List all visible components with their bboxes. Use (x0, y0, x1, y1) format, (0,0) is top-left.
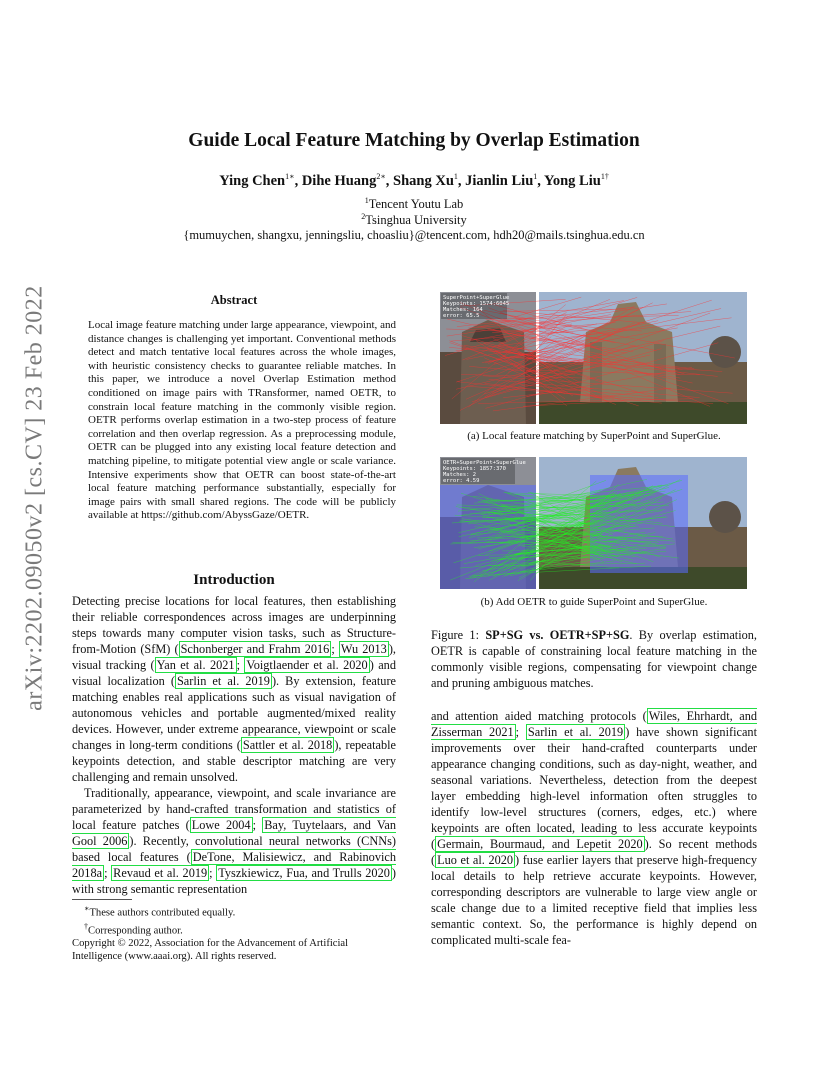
figure-1a-image (440, 292, 747, 424)
intro-paragraph-1: Detecting precise locations for local features, then establishing their reliable correspondences across images are underpinning steps towards many computer vision tasks, such as Structure-from-Motion (SfM) ( Schonberger and Frahm 2016 ; Wu 2013 ), visual tracking ( Yan et al. 2021 ; Voigtlaender et al. 2020 ) and visual localization ( Sarlin et al. 2019 ). By extension, feature matching enables real applications such as visual navigation of autonomous vehicles and portable augmented/mixed reality devices. However, under extreme appearance, viewpoint or scale changes in long-term conditions ( Sattler et al. 2018 ), repeatable keypoints detection, and stable descriptor matching are very challenging and remain unsolved. (72, 594, 396, 784)
citation-link[interactable]: DeTone, Malisiewicz, and Rabinovich 2018a (72, 850, 396, 880)
citation-link[interactable]: Wiles, Ehrhardt, and Zisserman 2021 (431, 709, 757, 739)
author-name: Jianlin Liu$^1$ (465, 172, 538, 189)
citation-link[interactable]: Sattler et al. 2018 (242, 738, 333, 752)
svg-text:Matches: 164: Matches: 164 (443, 307, 483, 313)
intro-paragraph-3: and attention aided matching protocols ( Wiles, Ehrhardt, and Zisserman 2021 ; Sarlin et al. 2019 ) have shown significant improvements over their hand-crafted counterparts under appearance changing conditions, such as day-night, weather, and seasonal variations. Nevertheless, detection from the deepest layer embedding high-level information often struggles to identify low-level structures (corners, edges, etc.) where keypoints are often located, leading to less accurate keypoints ( Germain, Bourmaud, and Lepetit 2020 ). So recent methods ( Luo et al. 2020 ) fuse earlier layers that preserve high-frequency local details to help retrieve accurate keypoints. However, corresponding descriptors are vulnerable to large view angle or scale change due to a limited receptive field that implies less semantic context. So, the performance is highly depend on complicated multi-scale fea- (431, 709, 757, 947)
footnote-rule (72, 899, 132, 900)
citation-link[interactable]: Yan et al. 2021 (156, 658, 235, 672)
footnote-1: ∗These authors contributed equally. (84, 904, 236, 919)
citation-link[interactable]: Revaud et al. 2019 (113, 866, 208, 880)
author-list: Ying Chen$^{1∗}$, Dihe Huang$^{2∗}$, Shang Xu$^1$, Jianlin Liu$^1$, Yong Liu$^{1\dagger}$ (219, 172, 609, 189)
author-name: Ying Chen$^{1∗}$ (219, 172, 295, 189)
arxiv-stamp: arXiv:2202.09050v2 [cs.CV] 23 Feb 2022 (21, 285, 48, 711)
citation-link[interactable]: Bay, Tuytelaars, and Van Gool 2006 (72, 818, 397, 848)
right-column (431, 708, 757, 948)
svg-text:SuperPoint+SuperGlue: SuperPoint+SuperGlue (443, 295, 510, 301)
citation-link[interactable]: Sarlin et al. 2019 (176, 674, 270, 688)
left-column (72, 593, 396, 897)
overlay-text-a (441, 293, 509, 319)
paper-title: Guide Local Feature Matching by Overlap Estimation (188, 130, 640, 151)
affiliation-1: $^1$Tencent Youtu Lab (364, 196, 464, 212)
svg-text:error: 65.5: error: 65.5 (443, 313, 480, 319)
figure-1-caption: Figure 1: SP+SG vs. OETR+SP+SG. By overlap estimation, OETR is capable of constraining local feature matching in the commonly visible regions, compensating for viewpoint change and pruning ambiguous matches. (431, 628, 757, 690)
affiliation-2: $^2$Tsinghua University (361, 212, 467, 228)
citation-link[interactable]: Tyszkiewicz, Fua, and Trulls 2020 (218, 866, 390, 880)
subcaption-a: (a) Local feature matching by SuperPoint and SuperGlue. (467, 430, 721, 442)
footnotes (72, 902, 396, 963)
citation-link[interactable]: Germain, Bourmaud, and Lepetit 2020 (437, 837, 643, 851)
citation-link[interactable]: Voigtlaender et al. 2020 (246, 658, 368, 672)
citation-link[interactable]: Wu 2013 (340, 642, 387, 656)
svg-text:Keypoints: 1574:6045: Keypoints: 1574:6045 (443, 301, 510, 307)
citation-link[interactable]: Lowe 2004 (191, 818, 251, 832)
svg-text:error: 4.59: error: 4.59 (443, 478, 480, 484)
citation-link[interactable]: Schonberger and Frahm 2016 (180, 642, 330, 656)
figure-1b-image (440, 457, 747, 589)
introduction-heading: Introduction (193, 572, 275, 588)
author-emails: {mumuychen, shangxu, jenningsliu, choasliu}@tencent.com, hdh20@mails.tsinghua.edu.cn (183, 228, 645, 242)
citation-link[interactable]: Luo et al. 2020 (437, 853, 514, 867)
author-name: Yong Liu$^{1\dagger}$ (543, 172, 609, 189)
svg-text:OETR+SuperPoint+SuperGlue: OETR+SuperPoint+SuperGlue (443, 460, 526, 466)
subcaption-b: (b) Add OETR to guide SuperPoint and SuperGlue. (480, 596, 708, 608)
abstract-heading: Abstract (210, 293, 258, 307)
copyright-notice: Copyright © 2022, Association for the Advancement of Artificial Intelligence (www.aaai.org). All rights reserved. (72, 938, 349, 963)
author-name: Shang Xu$^1$ (393, 172, 458, 189)
citation-link[interactable]: Sarlin et al. 2019 (527, 725, 624, 739)
intro-paragraph-2: Traditionally, appearance, viewpoint, and scale invariance are parameterized by hand-crafted transformation and statistics of local feature patches ( Lowe 2004 ; Bay, Tuytelaars, and Van Gool 2006 ). Recently, convolutional neural networks (CNNs) based local features ( DeTone, Malisiewicz, and Rabinovich 2018a ; Revaud et al. 2019 ; Tyszkiewicz, Fua, and Trulls 2020 ) with strong semantic representation (72, 786, 397, 896)
svg-text:Keypoints: 1857:370: Keypoints: 1857:370 (443, 466, 506, 472)
svg-text:Matches: 2: Matches: 2 (443, 472, 477, 478)
abstract-text: Local image feature matching under large appearance, viewpoint, and distance changes is challenging yet important. Conventional methods detect and match tentative local features across the whole images, with heuristic consistency checks to guarantee reliable matches. In this paper, we introduce a novel Overlap Estimation method conditioned on image pairs with TRansformer, named OETR, to constrain local feature matching in the commonly visible region. OETR performs overlap estimation in a two-step process of feature correlation and then overlap regression. As a preprocessing module, OETR can be plugged into any existing local feature detection and matching pipeline, to mitigate potential view angle or scale variance. Intensive experiments show that OETR can boost state-of-the-art local feature matching performance substantially, especially for image pairs with small shared regions. The code will be publicly available at https://github.com/AbyssGaze/OETR. (88, 319, 396, 522)
author-name: Dihe Huang$^{2∗}$ (301, 172, 386, 189)
overlay-text-b (441, 458, 526, 484)
footnote-2: †Corresponding author. (84, 921, 183, 937)
